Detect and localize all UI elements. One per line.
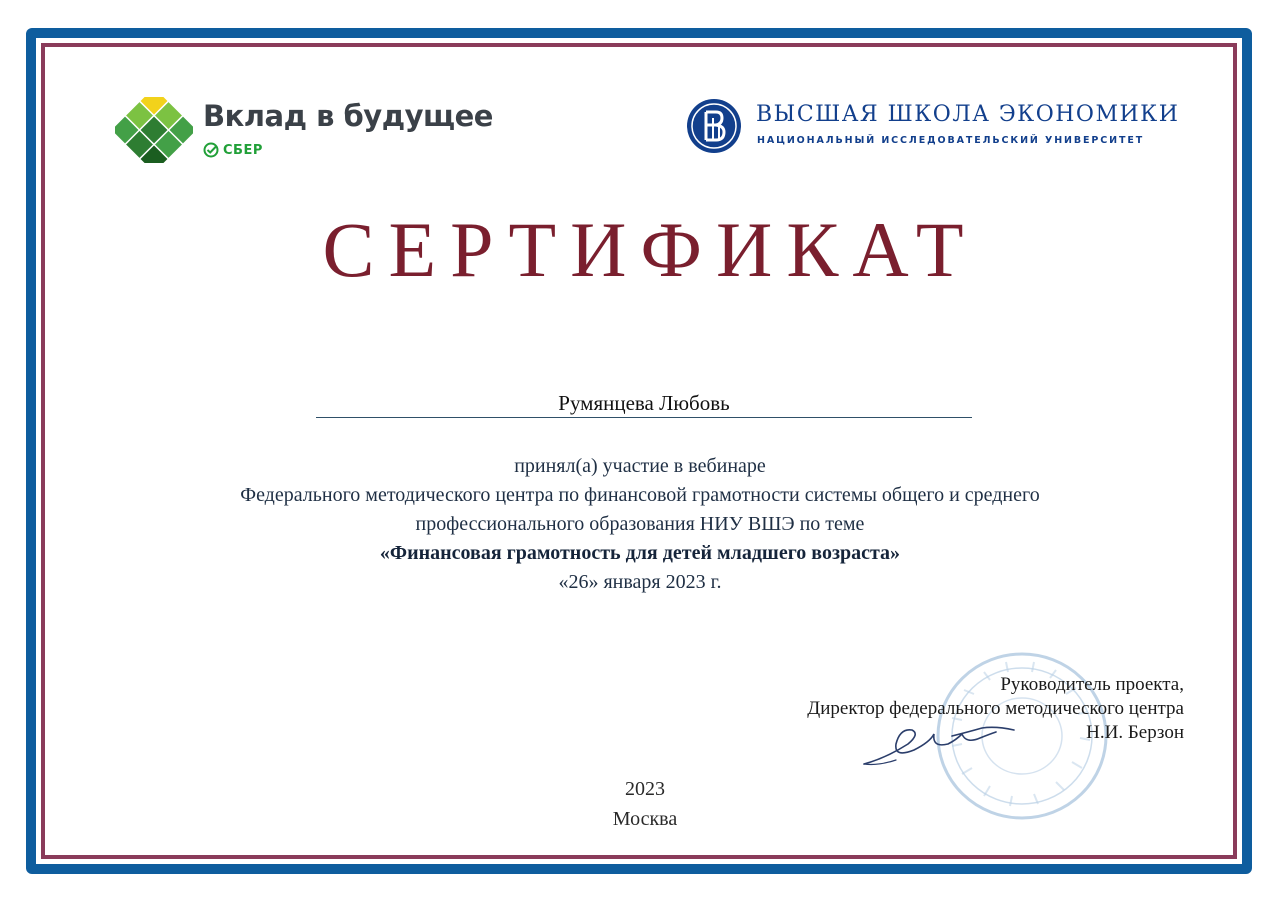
webinar-date: «26» января 2023 г. <box>558 571 722 593</box>
footer <box>560 774 730 834</box>
certificate-body <box>100 452 1180 597</box>
hse-emblem-icon <box>686 98 742 154</box>
recipient-name: Румянцева Любовь <box>558 391 730 415</box>
hse-logo <box>686 98 1180 158</box>
body-line-education: профессионального образования НИУ ВШЭ по теме <box>415 513 865 535</box>
signatory-block <box>807 673 1184 745</box>
vklad-mosaic-icon <box>115 97 193 163</box>
sber-label: СБЕР <box>223 142 263 158</box>
sber-check-icon <box>203 142 219 158</box>
signatory-name: Н.И. Берзон <box>1086 722 1184 743</box>
recipient-underline <box>316 417 972 418</box>
webinar-topic: «Финансовая грамотность для детей младшего возраста» <box>379 542 901 564</box>
footer-year: 2023 <box>625 778 665 800</box>
vklad-logo <box>115 97 495 167</box>
hse-subtitle: НАЦИОНАЛЬНЫЙ ИССЛЕДОВАТЕЛЬСКИЙ УНИВЕРСИТЕТ <box>757 135 1145 146</box>
body-line-center: Федерального методического центра по финансовой грамотности системы общего и среднего <box>240 484 1040 506</box>
vklad-title: Вклад в будущее <box>203 99 493 133</box>
sber-brand <box>203 142 263 158</box>
footer-city: Москва <box>612 808 678 830</box>
certificate-title: СЕРТИФИКАТ <box>322 206 978 293</box>
signatory-role-project: Руководитель проекта, <box>1000 674 1184 695</box>
signatory-role-director: Директор федерального методического центра <box>807 698 1184 719</box>
hse-title: ВЫСШАЯ ШКОЛА ЭКОНОМИКИ <box>756 102 1180 127</box>
body-line-participation: принял(а) участие в вебинаре <box>514 455 766 477</box>
